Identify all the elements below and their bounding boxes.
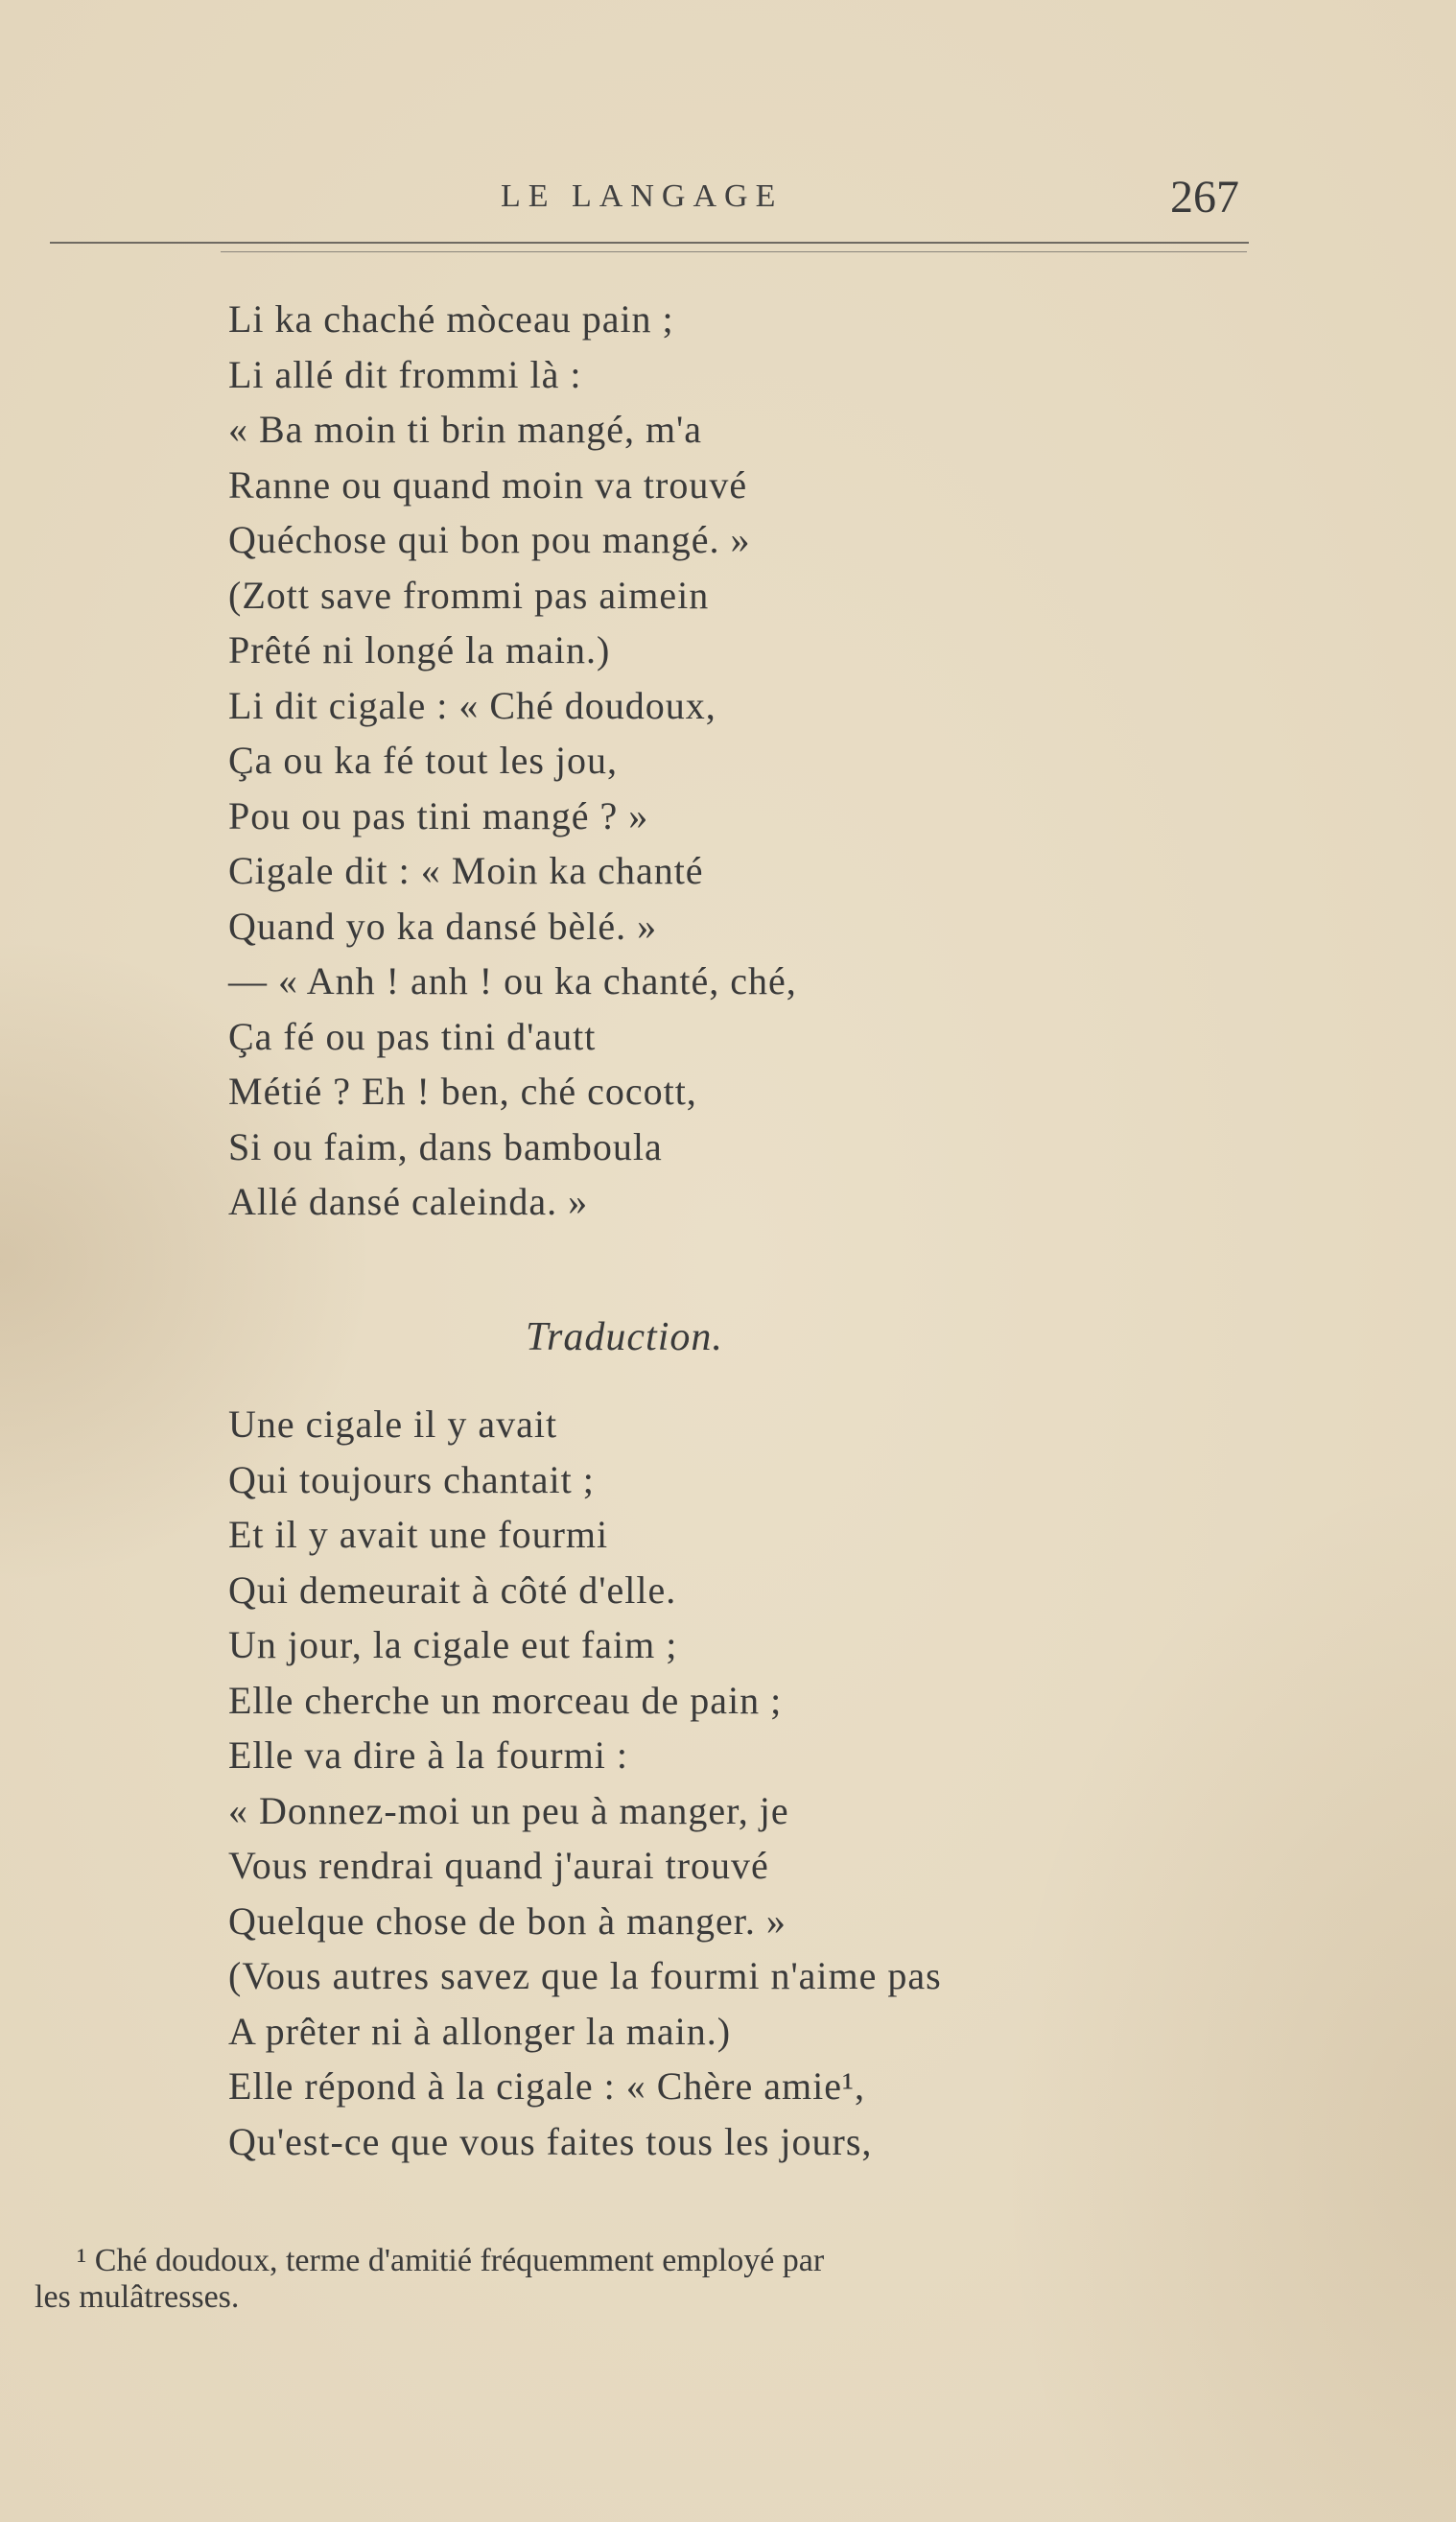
header-rule-secondary	[221, 251, 1247, 252]
verse-line: « Ba moin ti brin mangé, m'a	[228, 408, 703, 451]
creole-verse	[228, 292, 797, 1230]
verse-line: Et il y avait une fourmi	[228, 1513, 609, 1556]
verse-line: Cigale dit : « Moin ka chanté	[228, 849, 704, 892]
running-head	[0, 172, 1456, 226]
verse-line: Qui demeurait à côté d'elle.	[228, 1567, 677, 1612]
verse-line: Prêté ni longé la main.)	[228, 628, 611, 672]
verse-line: Métié ? Eh ! ben, ché cocott,	[228, 1070, 697, 1113]
verse-line: (Zott save frommi pas aimein	[228, 573, 710, 617]
footnote	[35, 2243, 1243, 2316]
running-head-title: LE LANGAGE	[501, 178, 784, 214]
verse-line: Li dit cigale : « Ché doudoux,	[228, 683, 716, 727]
verse-line: A prêter ni à allonger la main.)	[228, 2009, 732, 2053]
verse-line: Ça fé ou pas tini d'autt	[228, 1014, 597, 1058]
verse-line: Vous rendrai quand j'aurai trouvé	[228, 1844, 769, 1887]
verse-line: Un jour, la cigale eut faim ;	[228, 1623, 678, 1666]
verse-line: Ranne ou quand moin va trouvé	[228, 462, 748, 507]
verse-line: — « Anh ! anh ! ou ka chanté, ché,	[228, 959, 797, 1002]
translation-heading: Traduction.	[526, 1315, 723, 1359]
verse-line: Allé dansé caleinda. »	[228, 1180, 589, 1223]
footnote-line: les mulâtresses.	[35, 2279, 240, 2315]
header-rule	[50, 242, 1249, 244]
verse-line: Qui toujours chantait ;	[228, 1457, 595, 1501]
page-number: 267	[1170, 172, 1239, 223]
verse-line: Elle cherche un morceau de pain ;	[228, 1678, 783, 1722]
verse-line: Si ou faim, dans bamboula	[228, 1124, 663, 1168]
verse-line: Une cigale il y avait	[228, 1402, 558, 1446]
verse-line: Elle répond à la cigale : « Chère amie¹,	[228, 2064, 865, 2108]
verse-line: Pou ou pas tini mangé ? »	[228, 793, 649, 837]
verse-line: Quand yo ka dansé bèlé. »	[228, 904, 658, 948]
translation-verse	[228, 1397, 942, 2169]
verse-line: Quelque chose de bon à manger. »	[228, 1898, 787, 1943]
verse-line: « Donnez-moi un peu à manger, je	[228, 1788, 789, 1832]
verse-line: Li ka chaché mòceau pain ;	[228, 297, 674, 341]
verse-line: Li allé dit frommi là :	[228, 352, 582, 396]
verse-line: (Vous autres savez que la fourmi n'aime pas	[228, 1954, 942, 1997]
verse-line: Quéchose qui bon pou mangé. »	[228, 518, 751, 561]
footnote-line: ¹ Ché doudoux, terme d'amitié fréquemment employé par	[77, 2243, 825, 2278]
verse-line: Elle va dire à la fourmi :	[228, 1733, 628, 1777]
verse-line: Ça ou ka fé tout les jou,	[228, 739, 619, 782]
verse-line: Qu'est-ce que vous faites tous les jours,	[228, 2119, 873, 2163]
